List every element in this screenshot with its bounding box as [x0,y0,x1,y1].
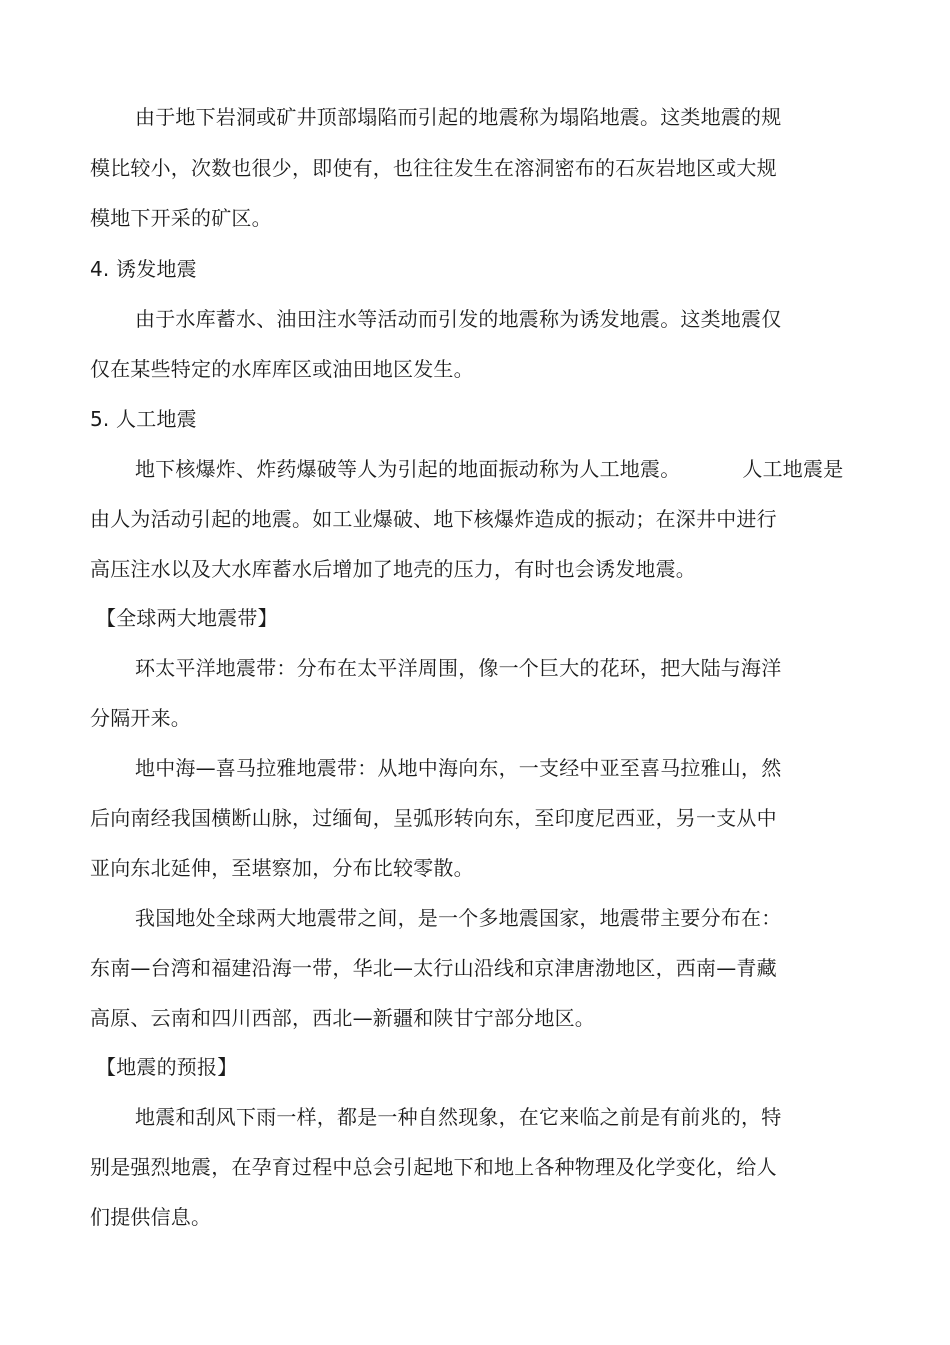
paragraph-line [135,456,843,482]
paragraph-line: 由于地下岩洞或矿井顶部塌陷而引起的地震称为塌陷地震。这类地震的规 [135,105,782,129]
paragraph-line: 环太平洋地震带：分布在太平洋周围，像一个巨大的花环，把大陆与海洋 [135,656,782,680]
paragraph-line: 东南—台湾和福建沿海一带，华北—太行山沿线和京津唐渤地区，西南—青藏 [90,956,777,980]
paragraph-line: 由人为活动引起的地震。如工业爆破、地下核爆炸造成的振动；在深井中进行 [90,507,777,531]
section-heading-4: 4. 诱发地震 [90,257,197,281]
paragraph-line: 地震和刮风下雨一样，都是一种自然现象，在它来临之前是有前兆的，特 [135,1105,782,1129]
paragraph-line: 仅在某些特定的水库库区或油田地区发生。 [90,357,474,381]
section-heading-belts: 【全球两大地震带】 [96,606,278,630]
paragraph-line: 别是强烈地震，在孕育过程中总会引起地下和地上各种物理及化学变化，给人 [90,1155,777,1179]
paragraph-line: 高压注水以及大水库蓄水后增加了地壳的压力，有时也会诱发地震。 [90,557,696,581]
paragraph-line: 亚向东北延伸，至堪察加，分布比较零散。 [90,856,474,880]
paragraph-text: 地下核爆炸、炸药爆破等人为引起的地面振动称为人工地震。 [135,457,681,481]
section-heading-forecast: 【地震的预报】 [96,1055,238,1079]
paragraph-line: 高原、云南和四川西部，西北—新疆和陕甘宁部分地区。 [90,1006,595,1030]
paragraph-line: 模比较小，次数也很少，即使有，也往往发生在溶洞密布的石灰岩地区或大规 [90,156,777,180]
paragraph-line: 地中海—喜马拉雅地震带：从地中海向东，一支经中亚至喜马拉雅山，然 [135,756,782,780]
paragraph-line: 模地下开采的矿区。 [90,206,272,230]
paragraph-line: 我国地处全球两大地震带之间，是一个多地震国家，地震带主要分布在： [135,906,782,930]
paragraph-line: 分隔开来。 [90,706,191,730]
paragraph-line: 们提供信息。 [90,1205,212,1229]
section-heading-5: 5. 人工地震 [90,407,197,431]
paragraph-line: 由于水库蓄水、油田注水等活动而引发的地震称为诱发地震。这类地震仅 [135,307,782,331]
paragraph-text: 人工地震是 [742,457,844,481]
paragraph-line: 后向南经我国横断山脉，过缅甸，呈弧形转向东，至印度尼西亚，另一支从中 [90,806,777,830]
